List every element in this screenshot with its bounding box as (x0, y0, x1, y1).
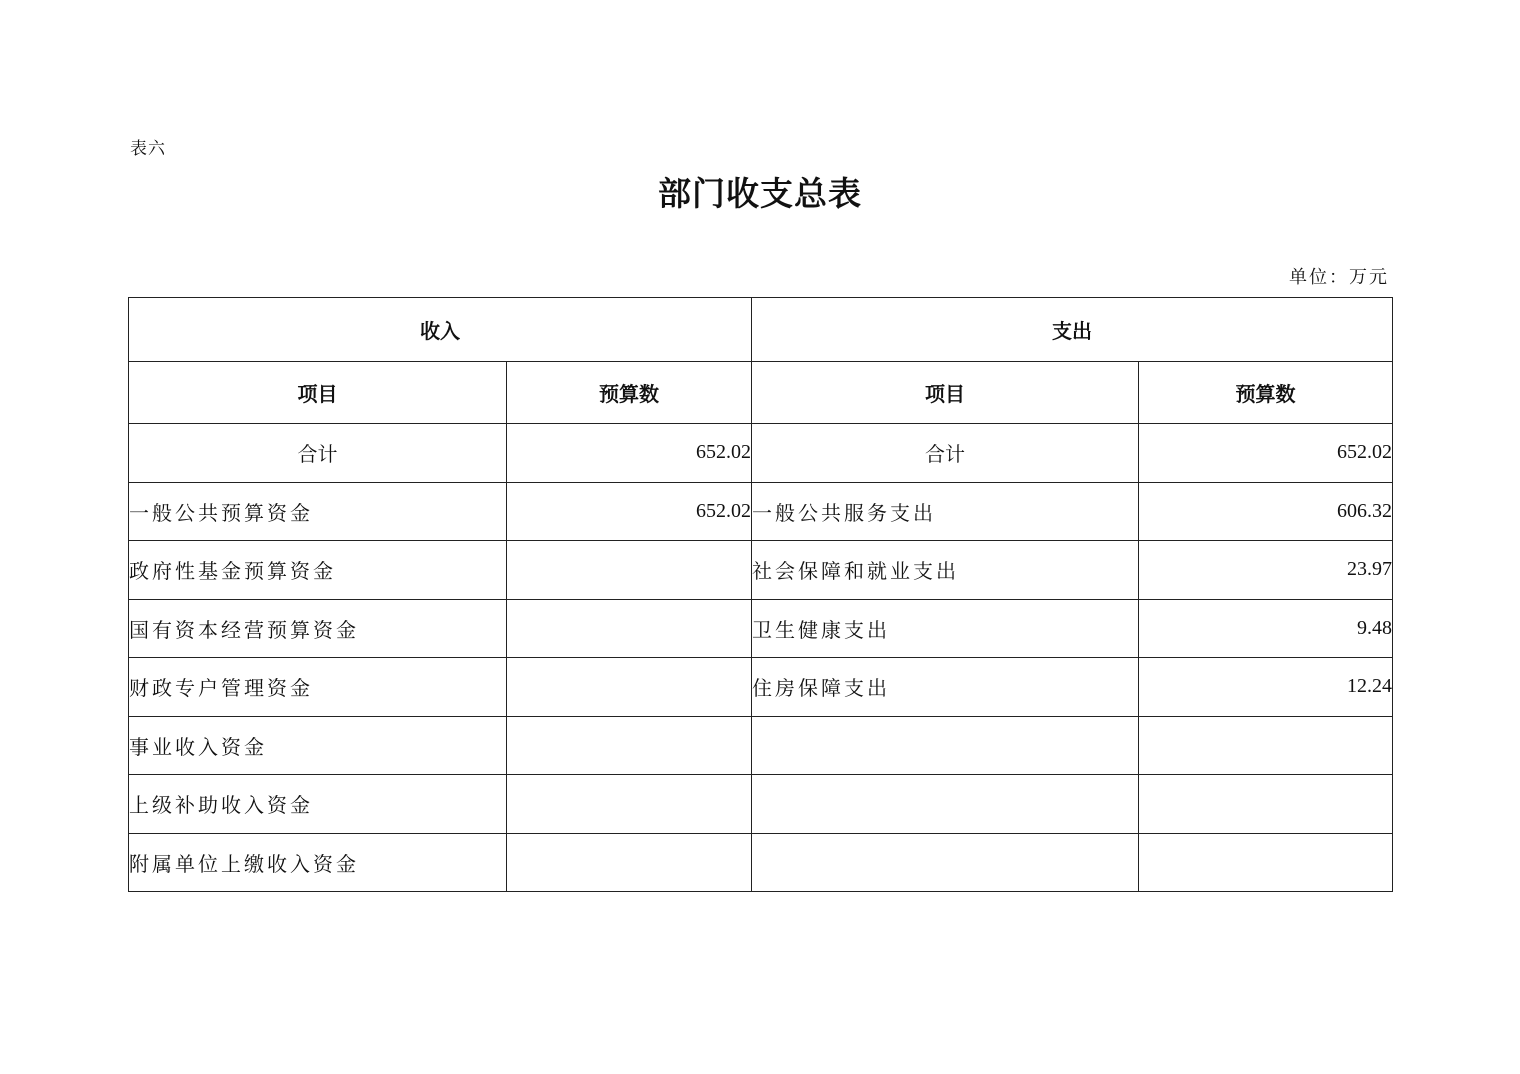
income-amount (507, 716, 752, 775)
expense-total-label: 合计 (752, 424, 1139, 483)
income-amount (507, 775, 752, 834)
expense-item (752, 716, 1139, 775)
income-item: 上级补助收入资金 (129, 775, 507, 834)
expense-amount: 9.48 (1139, 599, 1393, 658)
table-row (129, 775, 1393, 834)
table-number: 表六 (130, 139, 166, 159)
income-item-header: 项目 (129, 362, 507, 424)
income-amount (507, 599, 752, 658)
table-row (129, 716, 1393, 775)
income-group-header: 收入 (129, 298, 752, 362)
income-total-label: 合计 (129, 424, 507, 483)
income-item: 一般公共预算资金 (129, 482, 507, 541)
table-row (129, 833, 1393, 892)
income-amount (507, 541, 752, 600)
expense-item: 卫生健康支出 (752, 599, 1139, 658)
income-total-amount: 652.02 (507, 424, 752, 483)
table-row (129, 599, 1393, 658)
income-amount (507, 833, 752, 892)
expense-item (752, 833, 1139, 892)
expense-item: 住房保障支出 (752, 658, 1139, 717)
income-item: 附属单位上缴收入资金 (129, 833, 507, 892)
expense-item: 一般公共服务支出 (752, 482, 1139, 541)
expense-amount: 12.24 (1139, 658, 1393, 717)
expense-group-header: 支出 (752, 298, 1393, 362)
unit-label: 单位：万元 (1289, 267, 1389, 288)
income-amount-header: 预算数 (507, 362, 752, 424)
expense-item: 社会保障和就业支出 (752, 541, 1139, 600)
expense-amount (1139, 833, 1393, 892)
table-row (129, 541, 1393, 600)
expense-amount (1139, 716, 1393, 775)
income-amount: 652.02 (507, 482, 752, 541)
expense-amount: 23.97 (1139, 541, 1393, 600)
expense-item-header: 项目 (752, 362, 1139, 424)
income-amount (507, 658, 752, 717)
expense-amount: 606.32 (1139, 482, 1393, 541)
income-item: 政府性基金预算资金 (129, 541, 507, 600)
expense-amount-header: 预算数 (1139, 362, 1393, 424)
total-row (129, 424, 1393, 483)
income-item: 国有资本经营预算资金 (129, 599, 507, 658)
income-item: 事业收入资金 (129, 716, 507, 775)
expense-total-amount: 652.02 (1139, 424, 1393, 483)
column-header-row (129, 362, 1393, 424)
table-row (129, 482, 1393, 541)
group-header-row (129, 298, 1393, 362)
expense-amount (1139, 775, 1393, 834)
income-item: 财政专户管理资金 (129, 658, 507, 717)
page-title: 部门收支总表 (658, 174, 862, 213)
table-row (129, 658, 1393, 717)
expense-item (752, 775, 1139, 834)
income-expense-summary-table (128, 297, 1393, 892)
